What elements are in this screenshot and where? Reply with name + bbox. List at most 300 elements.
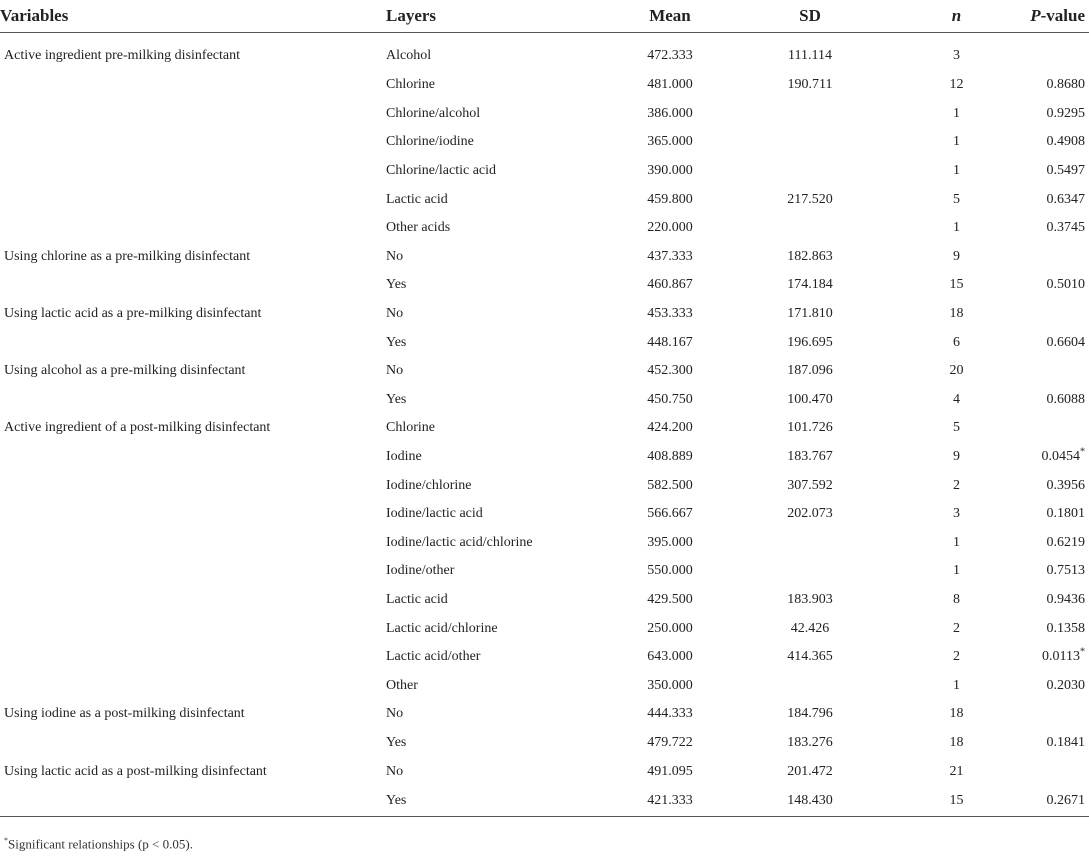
- cell-mean-text: 390.000: [647, 163, 693, 179]
- cell-n: [880, 100, 985, 129]
- cell-n: [880, 757, 985, 786]
- cell-sd-text: 202.073: [787, 506, 833, 522]
- cell-layer: [386, 71, 600, 100]
- cell-n-text: 4: [953, 391, 960, 407]
- cell-layer: [386, 100, 600, 129]
- cell-sd: [740, 214, 880, 243]
- cell-layer-text: Lactic acid: [386, 191, 448, 207]
- cell-sd-text: 414.365: [787, 649, 833, 665]
- cell-p-value-text: 0.9295: [1046, 105, 1085, 121]
- cell-p-value: [985, 700, 1089, 729]
- cell-p-value-text: 0.5010: [1046, 277, 1085, 293]
- cell-n-text: 2: [953, 477, 960, 493]
- cell-layer-text: Yes: [386, 391, 407, 407]
- cell-variable: [0, 300, 386, 329]
- cell-mean-text: 429.500: [647, 591, 693, 607]
- cell-variable: [0, 500, 386, 529]
- cell-layer-text: Iodine/chlorine: [386, 477, 472, 493]
- significance-marker: *: [1080, 646, 1085, 658]
- cell-sd-text: 190.711: [787, 77, 833, 93]
- cell-sd: [740, 586, 880, 615]
- cell-variable: [0, 786, 386, 816]
- cell-sd: [740, 500, 880, 529]
- cell-n-text: 6: [953, 334, 960, 350]
- table-row: [0, 529, 1089, 558]
- table-header-row: [0, 0, 1089, 33]
- cell-p-value-text: 0.8680: [1046, 77, 1085, 93]
- cell-variable: [0, 529, 386, 558]
- cell-sd: [740, 700, 880, 729]
- cell-sd: [740, 71, 880, 100]
- cell-mean: [600, 529, 740, 558]
- cell-sd-text: 183.767: [787, 449, 833, 465]
- cell-layer-text: Iodine/other: [386, 563, 455, 579]
- cell-mean: [600, 300, 740, 329]
- cell-sd-text: 196.695: [787, 334, 833, 350]
- cell-layer: [386, 529, 600, 558]
- table-row: [0, 157, 1089, 186]
- cell-layer: [386, 671, 600, 700]
- cell-sd-text: 182.863: [787, 248, 833, 264]
- cell-p-value: [985, 643, 1089, 672]
- cell-n: [880, 214, 985, 243]
- cell-layer-text: Alcohol: [386, 48, 432, 63]
- table-row: [0, 33, 1089, 72]
- cell-variable-text: Using lactic acid as a pre-milking disinfectant: [4, 306, 262, 322]
- cell-variable: [0, 328, 386, 357]
- table-row: [0, 328, 1089, 357]
- cell-sd-text: 183.903: [787, 591, 833, 607]
- cell-variable: [0, 185, 386, 214]
- cell-variable: [0, 700, 386, 729]
- cell-mean: [600, 100, 740, 129]
- cell-layer: [386, 243, 600, 272]
- cell-variable: [0, 71, 386, 100]
- cell-p-value: [985, 214, 1089, 243]
- cell-p-value: [985, 33, 1089, 72]
- table-row: [0, 500, 1089, 529]
- cell-variable: [0, 33, 386, 72]
- cell-sd-text: 101.726: [787, 420, 833, 436]
- cell-p-value: [985, 71, 1089, 100]
- cell-layer-text: Iodine/lactic acid: [386, 506, 483, 522]
- table-row: [0, 586, 1089, 615]
- cell-sd: [740, 128, 880, 157]
- cell-n: [880, 729, 985, 758]
- cell-n: [880, 300, 985, 329]
- cell-n-text: 15: [949, 277, 964, 293]
- cell-p-value: [985, 529, 1089, 558]
- cell-sd: [740, 471, 880, 500]
- cell-layer: [386, 386, 600, 415]
- header-p-value: [985, 0, 1089, 33]
- cell-layer-text: Yes: [386, 792, 407, 808]
- significance-marker: *: [1080, 446, 1085, 458]
- cell-sd: [740, 243, 880, 272]
- cell-sd: [740, 786, 880, 816]
- cell-mean: [600, 243, 740, 272]
- cell-mean-text: 448.167: [647, 334, 693, 350]
- cell-n-text: 12: [949, 77, 964, 93]
- cell-n-text: 1: [953, 563, 960, 579]
- cell-p-value: [985, 471, 1089, 500]
- cell-layer: [386, 443, 600, 472]
- table-row: [0, 471, 1089, 500]
- cell-mean: [600, 443, 740, 472]
- cell-sd: [740, 100, 880, 129]
- cell-mean: [600, 643, 740, 672]
- table-row: [0, 671, 1089, 700]
- cell-n: [880, 128, 985, 157]
- cell-layer-text: Iodine/lactic acid/chlorine: [386, 534, 533, 550]
- cell-mean: [600, 557, 740, 586]
- cell-variable: [0, 357, 386, 386]
- cell-mean-text: 472.333: [647, 48, 693, 63]
- cell-variable-text: Using lactic acid as a post-milking disinfectant: [4, 763, 267, 779]
- cell-n: [880, 586, 985, 615]
- cell-layer-text: Yes: [386, 277, 407, 293]
- cell-p-value-text: 0.1358: [1046, 620, 1085, 636]
- cell-n: [880, 33, 985, 72]
- cell-layer: [386, 757, 600, 786]
- cell-mean-text: 365.000: [647, 134, 693, 150]
- cell-n-text: 8: [953, 591, 960, 607]
- cell-n: [880, 443, 985, 472]
- table-row: [0, 128, 1089, 157]
- cell-mean-text: 250.000: [647, 620, 693, 636]
- cell-p-value-text: 0.6219: [1046, 534, 1085, 550]
- cell-n-text: 9: [953, 449, 960, 465]
- cell-mean-text: 395.000: [647, 534, 693, 550]
- cell-layer-text: No: [386, 306, 404, 322]
- cell-sd-text: 201.472: [787, 763, 833, 779]
- cell-p-value: [985, 729, 1089, 758]
- table-bottom-rule: [0, 816, 1089, 817]
- cell-n-text: 15: [949, 792, 964, 808]
- cell-p-value: [985, 100, 1089, 129]
- cell-p-value: [985, 786, 1089, 816]
- cell-layer: [386, 214, 600, 243]
- table-row: [0, 786, 1089, 816]
- table-row: [0, 300, 1089, 329]
- cell-p-value-text: 0.7513: [1046, 563, 1085, 579]
- cell-sd: [740, 643, 880, 672]
- table-row: [0, 214, 1089, 243]
- cell-n: [880, 328, 985, 357]
- cell-sd-text: 217.520: [787, 191, 833, 207]
- cell-layer-text: No: [386, 763, 404, 779]
- cell-sd: [740, 757, 880, 786]
- cell-mean-text: 481.000: [647, 77, 693, 93]
- table-row: [0, 414, 1089, 443]
- cell-variable-text: Using iodine as a post-milking disinfectant: [4, 706, 245, 722]
- cell-n-text: 1: [953, 134, 960, 150]
- cell-mean-text: 220.000: [647, 220, 693, 236]
- header-mean: Mean: [600, 0, 740, 33]
- cell-p-value: [985, 271, 1089, 300]
- cell-sd: [740, 414, 880, 443]
- cell-mean-text: 350.000: [647, 677, 693, 693]
- cell-variable: [0, 128, 386, 157]
- cell-mean: [600, 128, 740, 157]
- cell-n: [880, 471, 985, 500]
- cell-layer-text: Other: [386, 677, 418, 693]
- cell-p-value-text: 0.0113: [1042, 649, 1080, 665]
- cell-layer: [386, 328, 600, 357]
- cell-layer: [386, 614, 600, 643]
- cell-mean: [600, 500, 740, 529]
- cell-p-value-text: 0.4908: [1046, 134, 1085, 150]
- cell-variable: [0, 643, 386, 672]
- cell-p-value: [985, 157, 1089, 186]
- cell-variable: [0, 471, 386, 500]
- cell-p-value: [985, 128, 1089, 157]
- cell-p-value: [985, 328, 1089, 357]
- cell-p-value: [985, 500, 1089, 529]
- cell-sd: [740, 300, 880, 329]
- cell-p-value-text: 0.1841: [1046, 734, 1085, 750]
- cell-n-text: 1: [953, 534, 960, 550]
- cell-sd: [740, 614, 880, 643]
- cell-sd-text: 42.426: [790, 620, 830, 636]
- cell-variable: [0, 614, 386, 643]
- table-body: [0, 33, 1089, 816]
- cell-n: [880, 271, 985, 300]
- cell-mean: [600, 185, 740, 214]
- cell-n-text: 21: [949, 763, 964, 779]
- cell-variable-text: Using chlorine as a pre-milking disinfectant: [4, 248, 251, 264]
- cell-p-value: [985, 443, 1089, 472]
- cell-sd: [740, 443, 880, 472]
- cell-layer: [386, 500, 600, 529]
- cell-sd-text: 187.096: [787, 363, 833, 379]
- cell-layer-text: No: [386, 248, 404, 264]
- cell-n-text: 9: [953, 248, 960, 264]
- cell-variable: [0, 386, 386, 415]
- cell-sd-text: 148.430: [787, 792, 833, 808]
- table-row: [0, 271, 1089, 300]
- cell-variable: [0, 157, 386, 186]
- cell-mean-text: 459.800: [647, 191, 693, 207]
- header-p-suffix: -value: [1040, 6, 1085, 25]
- cell-mean: [600, 414, 740, 443]
- cell-p-value: [985, 386, 1089, 415]
- cell-p-value: [985, 557, 1089, 586]
- cell-n: [880, 157, 985, 186]
- cell-mean-text: 444.333: [647, 706, 693, 722]
- table-row: [0, 557, 1089, 586]
- cell-n: [880, 243, 985, 272]
- cell-p-value: [985, 185, 1089, 214]
- cell-p-value-text: 0.6347: [1046, 191, 1085, 207]
- cell-sd: [740, 157, 880, 186]
- cell-mean-text: 479.722: [647, 734, 693, 750]
- cell-sd: [740, 386, 880, 415]
- cell-layer: [386, 185, 600, 214]
- cell-n-text: 18: [949, 734, 964, 750]
- cell-n: [880, 71, 985, 100]
- footnote-marker: *: [4, 836, 8, 845]
- cell-layer-text: Yes: [386, 334, 407, 350]
- table-row: [0, 386, 1089, 415]
- cell-variable: [0, 414, 386, 443]
- cell-layer: [386, 300, 600, 329]
- cell-variable: [0, 557, 386, 586]
- cell-sd-text: 171.810: [787, 306, 833, 322]
- cell-layer: [386, 157, 600, 186]
- cell-sd-text: 307.592: [787, 477, 833, 493]
- cell-sd-text: 183.276: [787, 734, 833, 750]
- table-row: [0, 71, 1089, 100]
- cell-variable: [0, 243, 386, 272]
- cell-layer-text: Iodine: [386, 449, 422, 465]
- cell-mean-text: 566.667: [647, 506, 693, 522]
- cell-p-value-text: 0.3745: [1046, 220, 1085, 236]
- cell-layer-text: Lactic acid: [386, 591, 448, 607]
- cell-mean: [600, 214, 740, 243]
- cell-layer: [386, 271, 600, 300]
- header-p-italic: P: [1030, 6, 1041, 25]
- cell-n: [880, 557, 985, 586]
- cell-n-text: 1: [953, 163, 960, 179]
- cell-layer-text: Chlorine/lactic acid: [386, 163, 497, 179]
- cell-n: [880, 185, 985, 214]
- cell-p-value-text: 0.9436: [1046, 591, 1085, 607]
- cell-mean: [600, 786, 740, 816]
- cell-mean-text: 550.000: [647, 563, 693, 579]
- cell-p-value: [985, 243, 1089, 272]
- cell-sd-text: 184.796: [787, 706, 833, 722]
- cell-n: [880, 643, 985, 672]
- cell-mean-text: 460.867: [647, 277, 693, 293]
- cell-n: [880, 500, 985, 529]
- cell-variable: [0, 271, 386, 300]
- cell-n-text: 5: [953, 420, 960, 436]
- cell-sd: [740, 271, 880, 300]
- cell-layer: [386, 729, 600, 758]
- cell-layer: [386, 33, 600, 72]
- cell-mean: [600, 757, 740, 786]
- cell-mean: [600, 729, 740, 758]
- footnote-text: Significant relationships (p < 0.05).: [8, 836, 193, 852]
- cell-p-value-text: 0.2671: [1046, 792, 1085, 808]
- cell-sd: [740, 328, 880, 357]
- cell-n-text: 5: [953, 191, 960, 207]
- cell-n-text: 1: [953, 220, 960, 236]
- cell-variable-text: Using alcohol as a pre-milking disinfectant: [4, 363, 246, 379]
- cell-p-value-text: 0.6604: [1046, 334, 1085, 350]
- cell-n-text: 3: [953, 506, 960, 522]
- cell-layer: [386, 786, 600, 816]
- cell-mean: [600, 271, 740, 300]
- cell-n: [880, 614, 985, 643]
- header-variables: Variables: [0, 0, 386, 33]
- cell-n: [880, 386, 985, 415]
- cell-n: [880, 700, 985, 729]
- cell-n-text: 2: [953, 649, 960, 665]
- cell-layer: [386, 357, 600, 386]
- cell-sd-text: 111.114: [788, 48, 832, 63]
- cell-sd: [740, 529, 880, 558]
- cell-layer-text: No: [386, 706, 404, 722]
- cell-mean: [600, 71, 740, 100]
- cell-sd-text: 174.184: [787, 277, 833, 293]
- table-row: [0, 243, 1089, 272]
- cell-layer: [386, 128, 600, 157]
- cell-layer-text: Lactic acid/other: [386, 649, 481, 665]
- cell-variable-text: Active ingredient of a post-milking disinfectant: [4, 420, 271, 436]
- cell-mean-text: 421.333: [647, 792, 693, 808]
- cell-p-value: [985, 614, 1089, 643]
- cell-mean-text: 643.000: [647, 649, 693, 665]
- cell-mean: [600, 671, 740, 700]
- cell-n-text: 18: [949, 306, 964, 322]
- cell-layer: [386, 586, 600, 615]
- cell-p-value: [985, 586, 1089, 615]
- header-sd: SD: [740, 0, 880, 33]
- table-row: [0, 614, 1089, 643]
- table-row: [0, 729, 1089, 758]
- cell-layer-text: Other acids: [386, 220, 451, 236]
- cell-variable-text: Active ingredient pre-milking disinfectant: [4, 48, 240, 63]
- cell-mean-text: 424.200: [647, 420, 693, 436]
- cell-mean-text: 453.333: [647, 306, 693, 322]
- cell-p-value-text: 0.2030: [1046, 677, 1085, 693]
- cell-mean-text: 408.889: [647, 449, 693, 465]
- cell-variable: [0, 729, 386, 758]
- cell-mean: [600, 157, 740, 186]
- cell-mean: [600, 471, 740, 500]
- cell-n-text: 1: [953, 105, 960, 121]
- cell-p-value: [985, 671, 1089, 700]
- cell-layer-text: Chlorine/iodine: [386, 134, 474, 150]
- table-row: [0, 185, 1089, 214]
- cell-mean-text: 437.333: [647, 248, 693, 264]
- cell-layer-text: Chlorine: [386, 77, 435, 93]
- table-row: [0, 643, 1089, 672]
- cell-sd: [740, 729, 880, 758]
- header-n: n: [880, 0, 985, 33]
- cell-layer: [386, 414, 600, 443]
- cell-layer-text: No: [386, 363, 404, 379]
- cell-mean-text: 450.750: [647, 391, 693, 407]
- table-row: [0, 443, 1089, 472]
- cell-layer: [386, 643, 600, 672]
- header-layers: Layers: [386, 0, 600, 33]
- cell-variable: [0, 443, 386, 472]
- cell-p-value: [985, 414, 1089, 443]
- cell-variable: [0, 214, 386, 243]
- cell-variable: [0, 671, 386, 700]
- cell-sd: [740, 185, 880, 214]
- cell-mean-text: 452.300: [647, 363, 693, 379]
- cell-n: [880, 357, 985, 386]
- cell-mean: [600, 328, 740, 357]
- cell-p-value: [985, 357, 1089, 386]
- cell-layer-text: Lactic acid/chlorine: [386, 620, 498, 636]
- cell-n-text: 20: [949, 363, 964, 379]
- cell-n-text: 18: [949, 706, 964, 722]
- cell-layer: [386, 700, 600, 729]
- cell-p-value-text: 0.5497: [1046, 163, 1085, 179]
- cell-mean: [600, 614, 740, 643]
- cell-variable: [0, 757, 386, 786]
- cell-mean: [600, 386, 740, 415]
- cell-n: [880, 414, 985, 443]
- cell-n-text: 3: [953, 48, 960, 63]
- cell-mean: [600, 357, 740, 386]
- cell-p-value-text: 0.6088: [1046, 391, 1085, 407]
